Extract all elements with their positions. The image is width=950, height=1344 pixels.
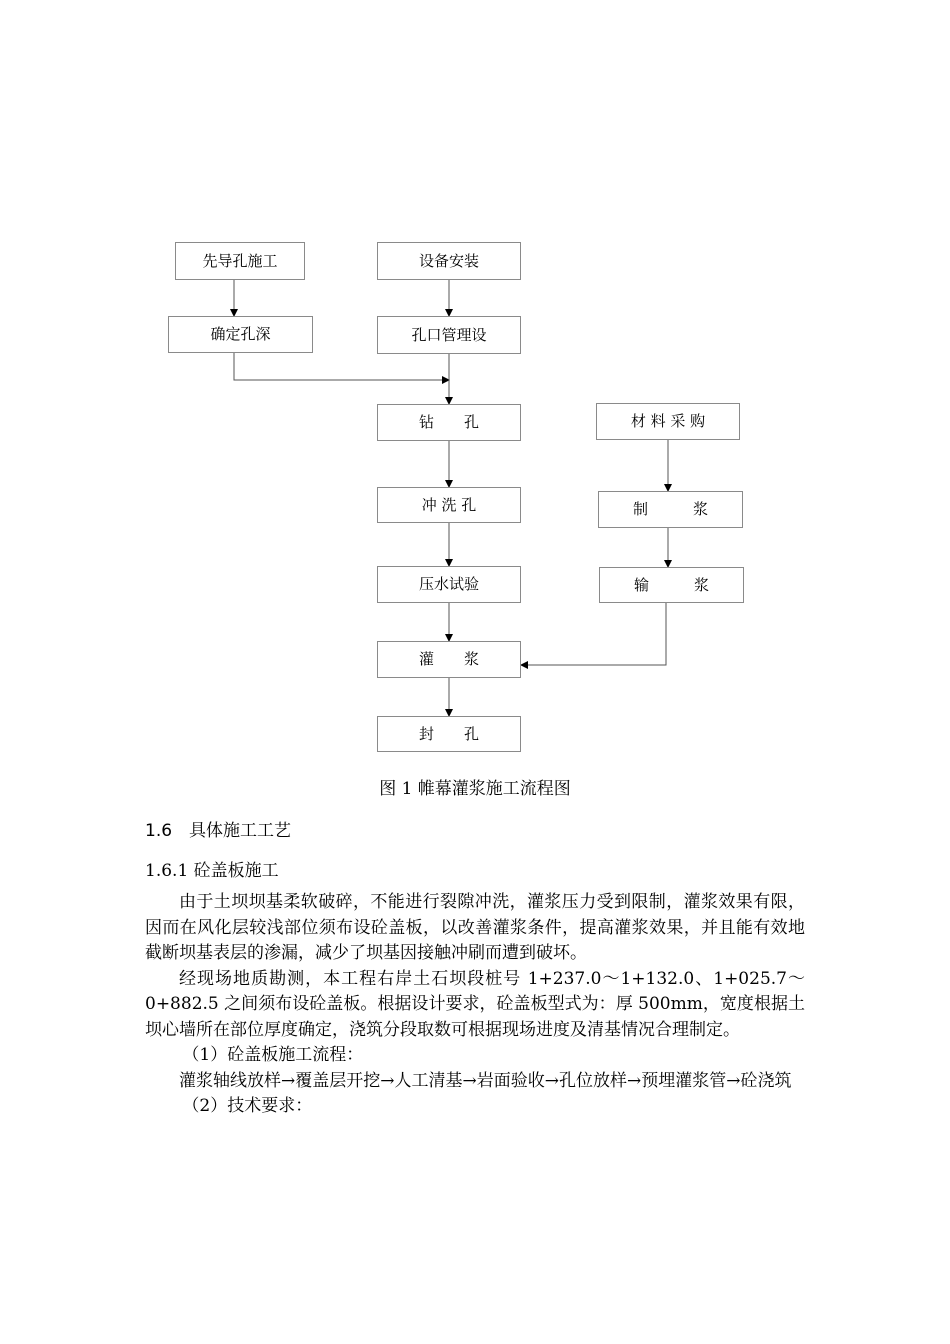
node-material-purchase: 材 料 采 购: [596, 403, 740, 440]
section-title: 具体施工工艺: [189, 821, 292, 841]
paragraph-4: 灌浆轴线放样→覆盖层开挖→人工清基→岩面验收→孔位放样→预埋灌浆管→砼浇筑: [179, 1070, 792, 1091]
paragraph-2: 经现场地质勘测，本工程右岸土石坝段桩号 1+237.0～1+132.0、1+025.7～0+882.5 之间须布设砼盖板。根据设计要求，砼盖板型式为：厚 500mm，宽度根据土坝心墙所在部位厚度确定，浇筑分段取数可根据现场进度及清基情况合理制定。: [145, 968, 805, 1040]
node-drilling: 钻 孔: [377, 404, 521, 441]
node-flush-hole: 冲 洗 孔: [377, 487, 521, 523]
node-equipment-install: 设备安装: [377, 242, 521, 280]
section-heading: [145, 816, 291, 841]
paragraph-1: 由于土坝坝基柔软破碎，不能进行裂隙冲洗，灌浆压力受到限制，灌浆效果有限，因而在风化层较浅部位须布设砼盖板，以改善灌浆条件，提高灌浆效果，并且能有效地截断坝基表层的渗漏，减少了坝基因接触冲刷而遭到破坏。: [145, 892, 805, 963]
node-orifice-pipe: 孔口管理设: [377, 316, 521, 354]
node-mix-grout: 制 浆: [598, 491, 743, 528]
node-grouting: 灌 浆: [377, 641, 521, 678]
node-water-test: 压水试验: [377, 566, 521, 603]
node-sealing: 封 孔: [377, 716, 521, 752]
sub-heading: 1.6.1 砼盖板施工: [145, 861, 279, 881]
paragraph-3: （1）砼盖板施工流程：: [182, 1045, 364, 1065]
paragraph-5: （2）技术要求：: [182, 1096, 313, 1116]
node-determine-depth: 确定孔深: [168, 316, 313, 353]
figure-caption: 图 1 帷幕灌浆施工流程图: [379, 779, 571, 799]
node-transport-grout: 输 浆: [599, 567, 744, 603]
node-pilot-hole: 先导孔施工: [175, 242, 305, 280]
arrow-depth-to-merge: [234, 353, 449, 380]
section-number: 1.6: [145, 821, 173, 841]
arrow-transport-to-grouting: [521, 603, 666, 665]
body-text: [145, 890, 805, 1120]
